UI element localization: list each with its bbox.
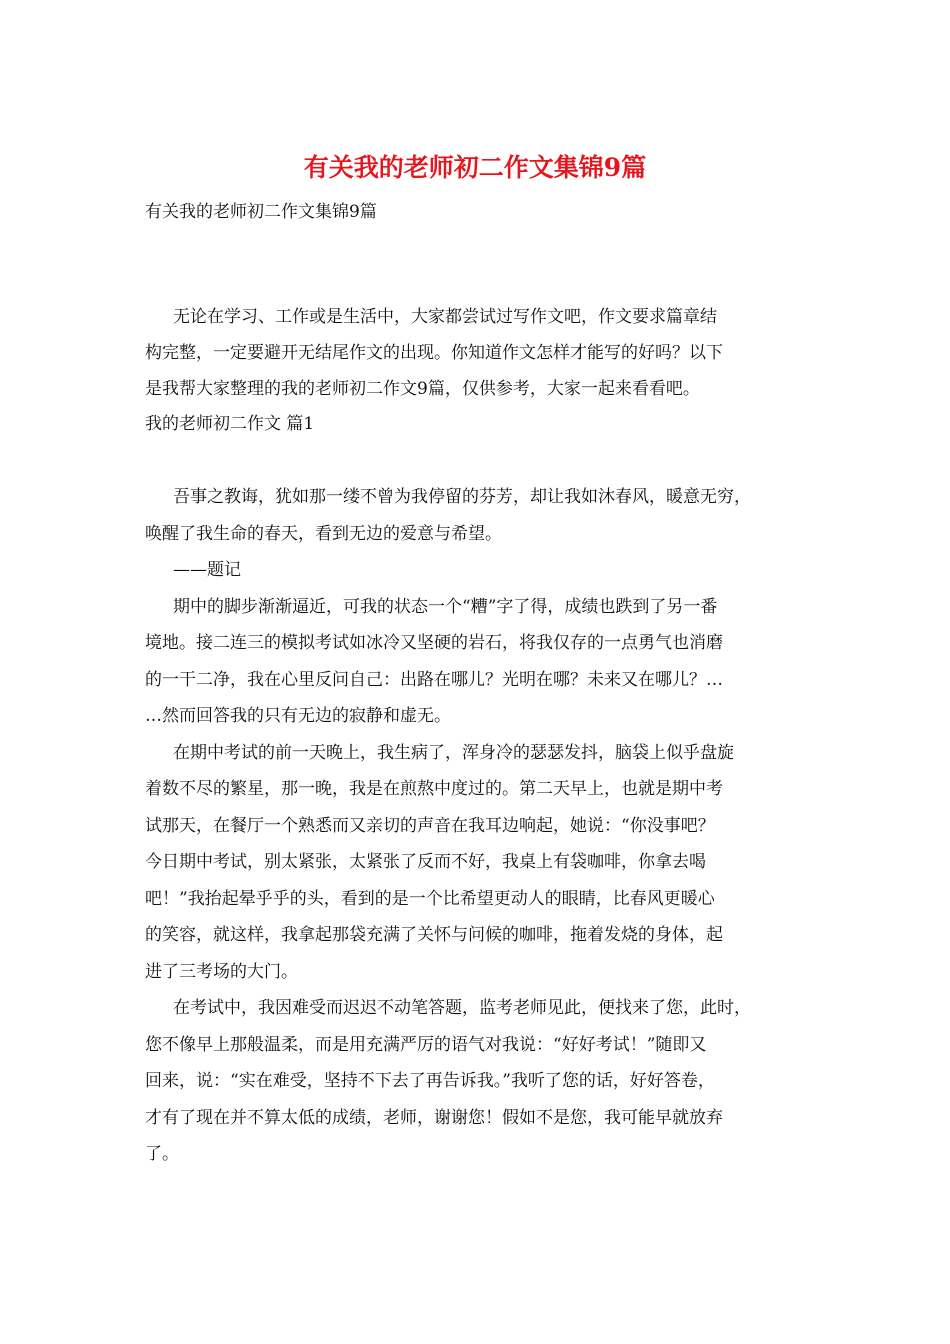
body-line: 吧！”我抬起晕乎乎的头，看到的是一个比希望更动人的眼睛，比春风更暖心 [145, 888, 715, 909]
essay-heading: 我的老师初二作文 篇1 [145, 414, 315, 434]
body-line: 的笑容，就这样，我拿起那袋充满了关怀与问候的咖啡，拖着发烧的身体，起 [145, 925, 723, 945]
body-line: 期中的脚步渐渐逼近，可我的状态一个“糟”字了得，成绩也跌到了另一番 [173, 596, 718, 617]
body-line: 进了三考场的大门。 [145, 961, 298, 982]
body-line: 吾事之教诲，犹如那一缕不曾为我停留的芬芳，却让我如沐春风，暖意无穷， [173, 487, 751, 507]
intro-line: 构完整，一定要避开无结尾作文的出现。你知道作文怎样才能写的好吗？以下 [145, 343, 723, 363]
body-line: 今日期中考试，别太紧张，太紧张了反而不好，我桌上有袋咖啡，你拿去喝 [145, 852, 706, 872]
document-title: 有关我的老师初二作文集锦9篇 [303, 153, 647, 182]
body-line: 唤醒了我生命的春天，看到无边的爱意与希望。 [145, 523, 502, 544]
body-line: 回来，说：“实在难受，坚持不下去了再告诉我。”我听了您的话，好好答卷， [145, 1071, 715, 1091]
body-line: 了。 [145, 1144, 179, 1164]
body-line: 试那天，在餐厅一个熟悉而又亲切的声音在我耳边响起，她说：“你没事吧？ [145, 815, 715, 836]
document-subtitle: 有关我的老师初二作文集锦9篇 [145, 202, 377, 222]
body-line: 着数不尽的繁星，那一晚，我是在煎熬中度过的。第二天早上，也就是期中考 [145, 779, 723, 799]
body-line: 才有了现在并不算太低的成绩，老师，谢谢您！假如不是您，我可能早就放弃 [145, 1107, 723, 1128]
body-line: 在期中考试的前一天晚上，我生病了，浑身冷的瑟瑟发抖，脑袋上似乎盘旋 [173, 742, 734, 763]
intro-line: 是我帮大家整理的我的老师初二作文9篇，仅供参考，大家一起来看看吧。 [145, 379, 700, 399]
body-line: 您不像早上那般温柔，而是用充满严厉的语气对我说：“好好考试！”随即又 [145, 1034, 707, 1055]
body-line: 在考试中，我因难受而迟迟不动笔答题，监考老师见此，便找来了您，此时， [173, 998, 751, 1018]
body-line: …然而回答我的只有无边的寂静和虚无。 [145, 706, 451, 726]
body-line: 境地。接二连三的模拟考试如冰冷又坚硬的岩石，将我仅存的一点勇气也消磨 [145, 633, 723, 653]
intro-paragraph [145, 299, 810, 407]
epigraph-attribution: ——题记 [173, 560, 241, 580]
body-line: 的一干二净，我在心里反问自己：出路在哪儿？光明在哪？未来又在哪儿？… [145, 669, 723, 690]
intro-line: 无论在学习、工作或是生活中，大家都尝试过写作文吧，作文要求篇章结 [173, 307, 717, 327]
essay-body [145, 479, 815, 1173]
